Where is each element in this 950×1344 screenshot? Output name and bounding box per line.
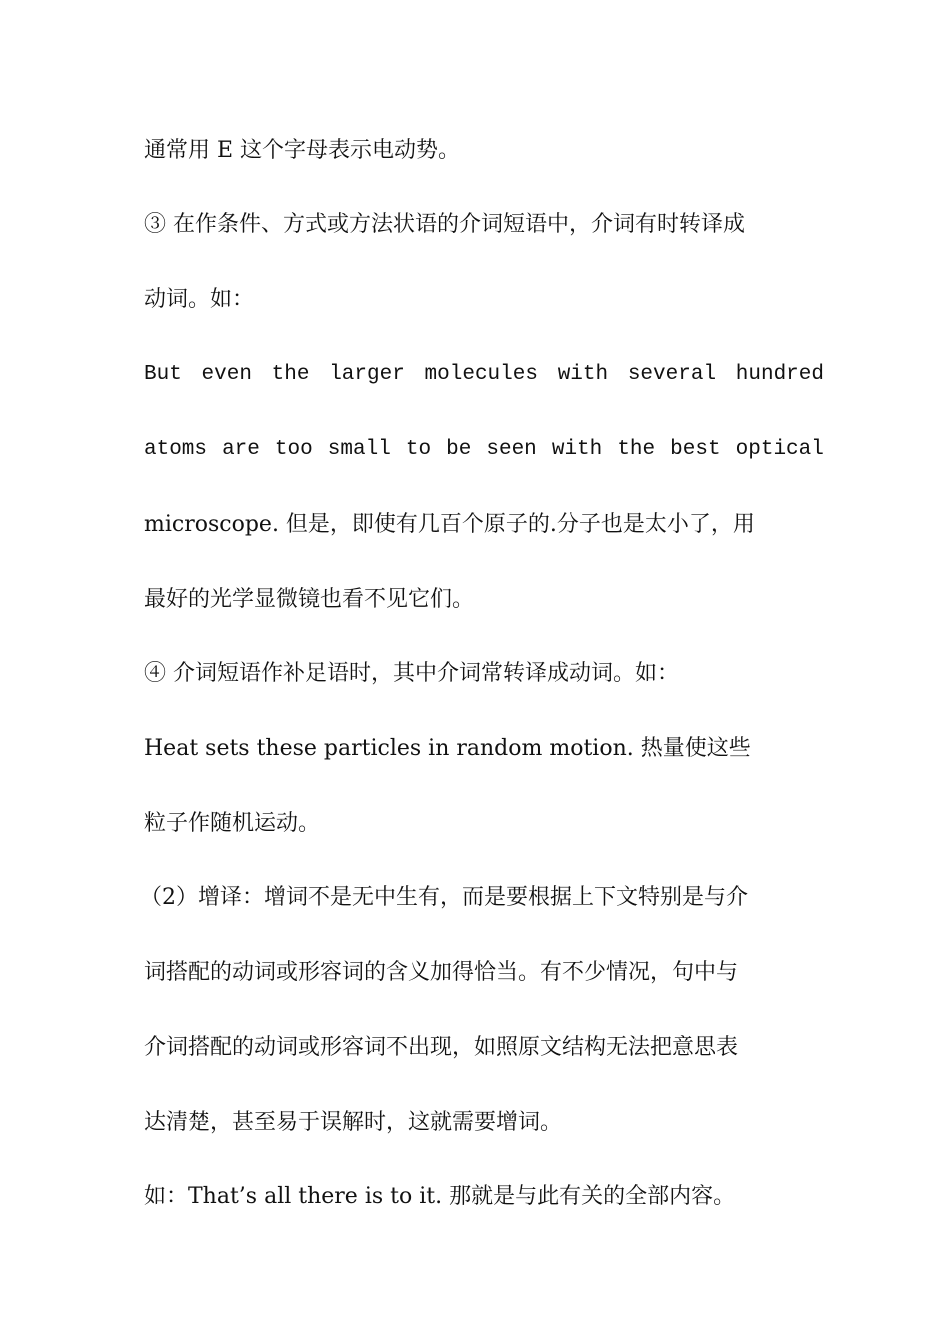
word: larger: [329, 363, 405, 386]
word: But: [144, 363, 182, 386]
word: seen: [486, 438, 537, 461]
text-line-12: 词搭配的动词或形容词的含义加得恰当。有不少情况，句中与: [144, 960, 739, 985]
word: with: [551, 438, 603, 461]
text-line-13: 介词搭配的动词或形容词不出现，如照原文结构无法把意思表: [144, 1035, 739, 1060]
word: to: [405, 438, 432, 461]
text-line-6: microscope. 但是，即使有几百个原子的.分子也是太小了，用: [144, 512, 755, 537]
text-line-1: 通常用 E 这个字母表示电动势。: [144, 138, 461, 163]
text-line-4: [144, 358, 824, 392]
word: are: [222, 438, 260, 461]
word: hundred: [735, 363, 824, 386]
word: several: [627, 363, 717, 386]
word: be: [446, 438, 472, 461]
word: the: [617, 438, 656, 461]
text-line-5: [144, 433, 824, 467]
text-line-11: （2）增译：增词不是无中生有，而是要根据上下文特别是与介: [140, 885, 748, 910]
text-line-14: 达清楚，甚至易于误解时，这就需要增词。: [144, 1110, 563, 1135]
word: small: [327, 438, 391, 461]
word: atoms: [144, 438, 208, 461]
text-line-15: 如：That’s all there is to it. 那就是与此有关的全部内容。: [144, 1184, 736, 1209]
text-line-2: ③ 在作条件、方式或方法状语的介词短语中，介词有时转译成: [144, 212, 745, 237]
text-line-8: ④ 介词短语作补足语时，其中介词常转译成动词。如：: [144, 661, 679, 686]
word: with: [557, 363, 609, 386]
word: best: [670, 438, 721, 461]
word: optical: [735, 438, 824, 461]
word: even: [201, 363, 252, 386]
word: the: [271, 363, 310, 386]
text-line-3: 动词。如：: [144, 287, 255, 312]
text-line-9: Heat sets these particles in random motion. 热量使这些: [144, 736, 751, 761]
word: molecules: [424, 363, 538, 386]
word: too: [274, 438, 313, 461]
text-line-7: 最好的光学显微镜也看不见它们。: [144, 587, 475, 612]
text-line-10: 粒子作随机运动。: [144, 811, 321, 836]
